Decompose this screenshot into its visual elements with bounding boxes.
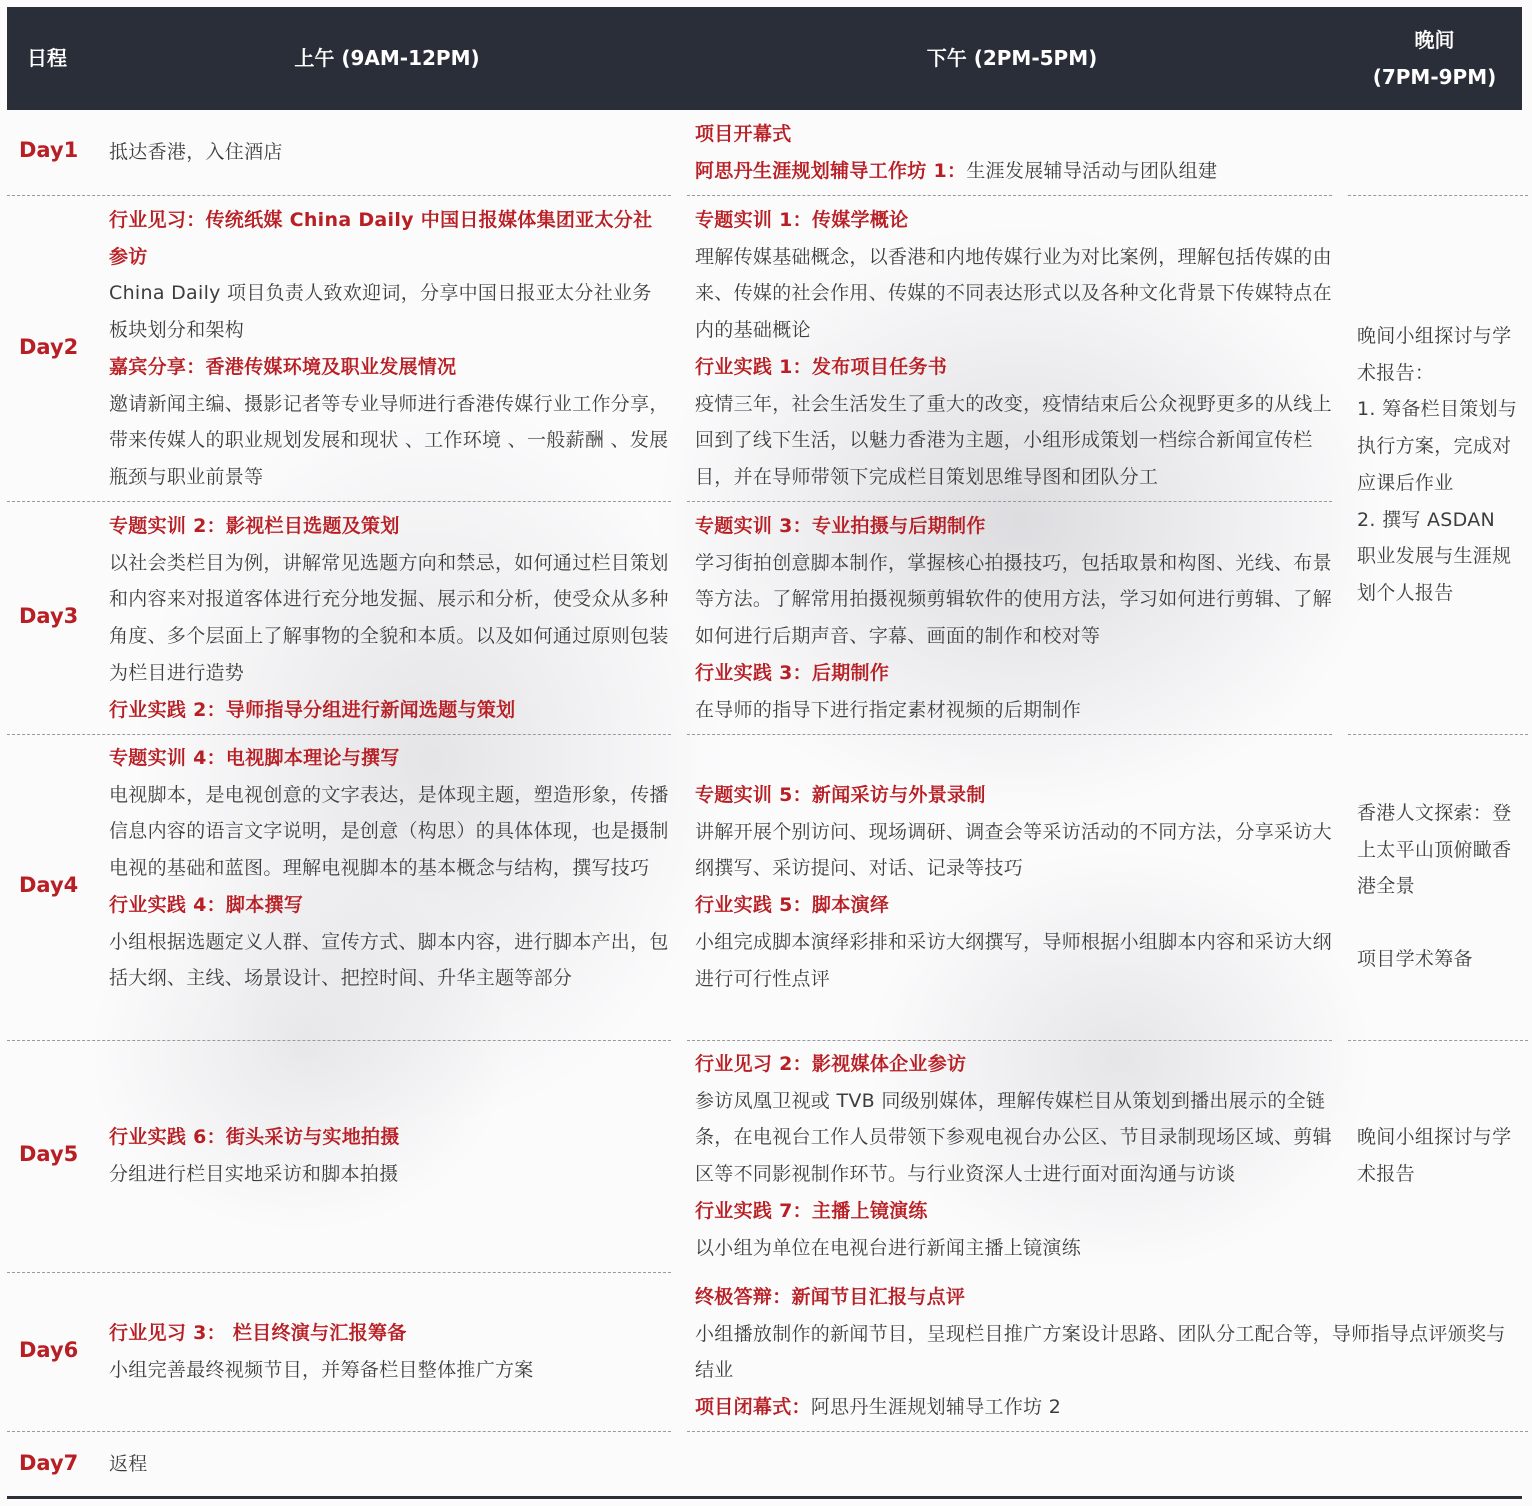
row-divider <box>687 1431 1528 1432</box>
day3-pm-text1: 学习街拍创意脚本制作，掌握核心拍摄技巧，包括取景和构图、光线、布景等方法。了解常用拍摄视频剪辑软件的使用方法，学习如何进行剪辑、了解如何进行后期声音、字幕、画面的制作和校对等 <box>695 551 1332 648</box>
evening-item1: 1. 筹备栏目策划与执行方案，完成对应课后作业 <box>1357 398 1518 494</box>
day3-pm-title1: 专题实训 3：专业拍摄与后期制作 <box>695 515 986 537</box>
day4-ev-text1: 香港人文探索：登上太平山顶俯瞰香港全景 <box>1357 802 1512 898</box>
table-bottom-rule <box>7 1496 1522 1499</box>
day2-am-text2: 邀请新闻主编、摄影记者等专业导师进行香港传媒行业工作分享，带来传媒人的职业规划发展和现状 、工作环境 、一般薪酬 、发展瓶颈与职业前景等 <box>109 392 669 488</box>
day6-pm-text2: 阿思丹生涯规划辅导工作坊 2 <box>810 1396 1062 1419</box>
day1-pm2-text: 生涯发展辅导活动与团队组建 <box>966 159 1218 182</box>
row-divider <box>1348 1040 1528 1041</box>
row-divider <box>687 734 1332 735</box>
day5-ev-text1: 晚间小组探讨与学术报告 <box>1357 1126 1512 1185</box>
row-divider <box>7 1431 671 1432</box>
day2-afternoon <box>695 202 1335 496</box>
day4-evening <box>1357 795 1519 978</box>
day2-am-text1: China Daily 项目负责人致欢迎词，分享中国日报亚太分社业务板块划分和架构 <box>109 282 652 342</box>
day6-pm-line3 <box>695 1389 1515 1426</box>
day4-am-title1: 专题实训 4：电视脚本理论与撰写 <box>109 747 400 769</box>
day4-label: Day4 <box>19 873 79 897</box>
day2-am-title1: 行业见习：传统纸媒 China Daily 中国日报媒体集团亚太分社参访 <box>109 209 653 268</box>
day5-morning <box>109 1119 669 1192</box>
day5-pm-text1: 参访凤凰卫视或 TVB 同级别媒体，理解传媒栏目从策划到播出展示的全链条，在电视台工作人员带领下参观电视台办公区、节目录制现场区域、剪辑区等不同影视制作环节。与行业资深人士进行面对面沟通与访谈 <box>695 1089 1332 1186</box>
day1-pm-title: 项目开幕式 <box>695 123 792 145</box>
day4-am-text2: 小组根据选题定义人群、宣传方式、脚本内容，进行脚本产出，包括大纲、主线、场景设计、把控时间、升华主题等部分 <box>109 930 669 990</box>
row-divider <box>687 1040 1332 1041</box>
row-divider <box>7 1040 671 1041</box>
day5-am-text1: 分组进行栏目实地采访和脚本拍摄 <box>109 1162 399 1185</box>
header-evening-line2: (7PM-9PM) <box>1372 64 1497 89</box>
day6-pm-text1: 小组播放制作的新闻节目，呈现栏目推广方案设计思路、团队分工配合等，导师指导点评颁奖与结业 <box>695 1322 1506 1382</box>
day2-3-evening <box>1357 318 1519 612</box>
day3-am-text1: 以社会类栏目为例，讲解常见选题方向和禁忌，如何通过栏目策划和内容来对报道客体进行充分地发掘、展示和分析，使受众从多种角度、多个层面上了解事物的全貌和本质。以及如何通过原则包装为栏目进行造势 <box>109 551 669 684</box>
header-morning: 上午 (9AM-12PM) <box>294 46 480 70</box>
day4-morning <box>109 740 669 997</box>
row-divider <box>1348 195 1528 196</box>
day6-morning <box>109 1315 669 1388</box>
day7-label: Day7 <box>19 1451 79 1475</box>
day4-ev-text2: 项目学术筹备 <box>1357 948 1473 971</box>
day3-morning <box>109 508 669 728</box>
day5-pm-text2: 以小组为单位在电视台进行新闻主播上镜演练 <box>695 1236 1082 1259</box>
day6-am-title1: 行业见习 3： 栏目终演与汇报筹备 <box>109 1322 407 1344</box>
row-divider <box>7 734 671 735</box>
row-divider <box>687 195 1332 196</box>
day6-afternoon <box>695 1279 1515 1426</box>
day3-am-title1: 专题实训 2：影视栏目选题及策划 <box>109 515 400 537</box>
day5-afternoon <box>695 1046 1335 1266</box>
day4-afternoon <box>695 777 1335 997</box>
day2-pm-title2: 行业实践 1：发布项目任务书 <box>695 355 948 378</box>
day4-pm-text1: 讲解开展个别访问、现场调研、调查会等采访活动的不同方法，分享采访大纲撰写、采访提问、对话、记录等技巧 <box>695 820 1332 880</box>
day5-pm-title2: 行业实践 7：主播上镜演练 <box>695 1199 928 1222</box>
row-divider <box>1348 734 1528 735</box>
day3-label: Day3 <box>19 604 79 628</box>
day4-pm-text2: 小组完成脚本演绎彩排和采访大纲撰写，导师根据小组脚本内容和采访大纲进行可行性点评 <box>695 930 1332 990</box>
day2-pm-text1: 理解传媒基础概念，以香港和内地传媒行业为对比案例，理解包括传媒的由来、传媒的社会作用、传媒的不同表达形式以及各种文化背景下传媒特点在内的基础概论 <box>695 245 1332 342</box>
day4-am-title2: 行业实践 4：脚本撰写 <box>109 893 304 916</box>
day2-label: Day2 <box>19 335 79 359</box>
day1-label: Day1 <box>19 138 79 162</box>
day2-pm-text2: 疫情三年，社会生活发生了重大的改变，疫情结束后公众视野更多的从线上回到了线下生活，以魅力香港为主题，小组形成策划一档综合新闻宣传栏目，并在导师带领下完成栏目策划思维导图和团队分工 <box>695 392 1332 488</box>
header-afternoon: 下午 (2PM-5PM) <box>926 46 1098 70</box>
day3-am-title2: 行业实践 2：导师指导分组进行新闻选题与策划 <box>109 698 516 721</box>
row-divider <box>7 195 671 196</box>
day4-pm-title1: 专题实训 5：新闻采访与外景录制 <box>695 784 986 806</box>
schedule-header <box>7 7 1522 110</box>
day7-morning: 返程 <box>109 1453 148 1475</box>
day6-pm-title2: 项目闭幕式： <box>695 1396 811 1419</box>
day3-pm-text2: 在导师的指导下进行指定素材视频的后期制作 <box>695 698 1082 721</box>
row-divider <box>7 1272 671 1273</box>
day2-pm-title1: 专题实训 1：传媒学概论 <box>695 209 909 231</box>
day6-am-text1: 小组完善最终视频节目，并筹备栏目整体推广方案 <box>109 1358 534 1381</box>
day6-label: Day6 <box>19 1338 79 1362</box>
day1-afternoon <box>695 116 1335 189</box>
evening-item2: 2. 撰写 ASDAN 职业发展与生涯规划个人报告 <box>1357 508 1512 604</box>
day5-am-title1: 行业实践 6：街头采访与实地拍摄 <box>109 1126 400 1148</box>
day3-afternoon <box>695 508 1335 728</box>
header-evening <box>1347 7 1522 110</box>
day1-pm2-title: 阿思丹生涯规划辅导工作坊 1： <box>695 159 967 182</box>
day4-am-text1: 电视脚本，是电视创意的文字表达，是体现主题，塑造形象，传播信息内容的语言文字说明，是创意（构思）的具体体现，也是摄制电视的基础和蓝图。理解电视脚本的基本概念与结构，撰写技巧 <box>109 783 669 880</box>
day1-morning: 抵达香港，入住酒店 <box>109 141 283 163</box>
header-schedule: 日程 <box>27 46 67 70</box>
day5-evening <box>1357 1119 1519 1192</box>
day5-pm-title1: 行业见习 2：影视媒体企业参访 <box>695 1053 967 1075</box>
day3-pm-title2: 行业实践 3：后期制作 <box>695 661 890 684</box>
day1-pm-line2 <box>695 153 1335 190</box>
header-evening-line1: 晚间 <box>1414 27 1455 52</box>
evening-title: 晚间小组探讨与学术报告： <box>1357 325 1512 384</box>
day6-pm-title1: 终极答辩：新闻节目汇报与点评 <box>695 1286 966 1308</box>
day2-am-title2: 嘉宾分享：香港传媒环境及职业发展情况 <box>109 355 457 378</box>
day2-morning <box>109 202 669 496</box>
day4-pm-title2: 行业实践 5：脚本演绎 <box>695 894 890 917</box>
day5-label: Day5 <box>19 1142 79 1166</box>
row-divider <box>7 501 671 502</box>
row-divider <box>687 501 1332 502</box>
